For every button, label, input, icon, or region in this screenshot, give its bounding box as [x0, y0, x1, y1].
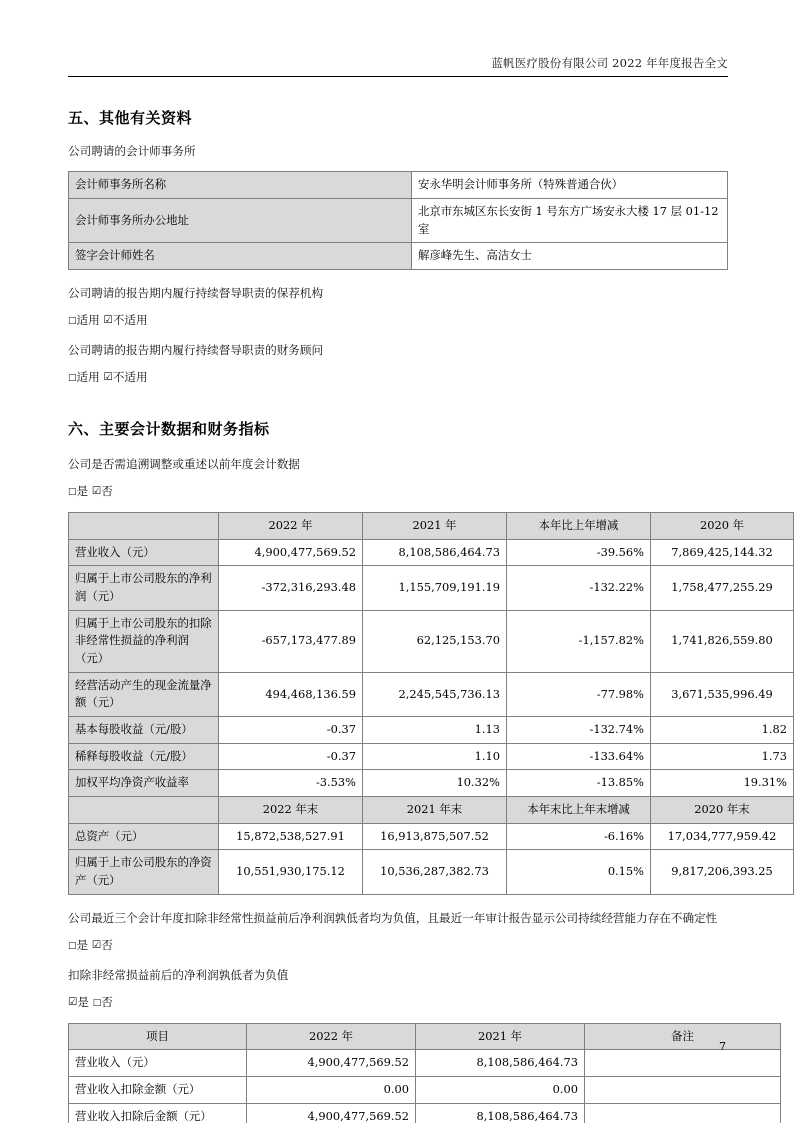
table-row	[69, 823, 794, 850]
ded-cell-revenue-2021: 8,108,586,464.73	[416, 1050, 585, 1077]
cell-diluted-eps-change: -133.64%	[507, 743, 651, 770]
checkbox-unchecked-icon[interactable]: □	[68, 940, 77, 951]
auditor-table	[68, 171, 728, 270]
ded-cell-deduction-note	[585, 1077, 781, 1104]
checkbox-unchecked-icon[interactable]: □	[92, 997, 102, 1008]
cell-operating-cashflow-2020: 3,671,535,996.49	[651, 672, 794, 716]
negative-profit-option-yes: 是	[76, 938, 89, 953]
cell-net-profit-change: -132.22%	[507, 566, 651, 610]
table-row	[69, 199, 728, 243]
restate-prompt: 公司是否需追溯调整或重述以前年度会计数据	[68, 457, 300, 472]
ded-cell-after-deduction-note	[585, 1103, 781, 1123]
table-row	[69, 610, 794, 672]
row-label-net-profit: 归属于上市公司股东的净利润（元）	[69, 566, 219, 610]
restate-option-no: 否	[101, 484, 113, 499]
header-rule	[68, 76, 728, 77]
cell-net-assets-2022: 10,551,930,175.12	[219, 850, 363, 894]
cell-basic-eps-change: -132.74%	[507, 717, 651, 744]
cell-diluted-eps-2022: -0.37	[219, 743, 363, 770]
ded-row-label-revenue: 营业收入（元）	[69, 1050, 247, 1077]
fin-yearend-header-2022: 2022 年末	[219, 797, 363, 824]
row-label-basic-eps: 基本每股收益（元/股）	[69, 717, 219, 744]
cell-total-assets-2020: 17,034,777,959.42	[651, 823, 794, 850]
table-row	[69, 717, 794, 744]
negative-profit-prompt: 公司最近三个会计年度扣除非经常性损益前后净利润孰低者均为负值，且最近一年审计报告显示公司持续经营能力存在不确定性	[68, 910, 718, 925]
main-financial-table	[68, 512, 794, 895]
cell-basic-eps-2022: -0.37	[219, 717, 363, 744]
deduct-choice	[68, 993, 728, 1013]
cell-net-profit-deducted-2021: 62,125,153.70	[363, 610, 507, 672]
fin-yearend-header-blank	[69, 797, 219, 824]
ded-header-2021: 2021 年	[416, 1023, 585, 1050]
cell-basic-eps-2021: 1.13	[363, 717, 507, 744]
row-label-roe: 加权平均净资产收益率	[69, 770, 219, 797]
auditor-intro: 公司聘请的会计师事务所	[68, 144, 196, 159]
ded-cell-revenue-note	[585, 1050, 781, 1077]
ded-header-item: 项目	[69, 1023, 247, 1050]
auditor-signers-value: 解彦峰先生、高洁女士	[412, 243, 728, 270]
cell-revenue-2021: 8,108,586,464.73	[363, 539, 507, 566]
fin-header-2021: 2021 年	[363, 513, 507, 540]
fin-header-change: 本年比上年增减	[507, 513, 651, 540]
cell-net-profit-deducted-2020: 1,741,826,559.80	[651, 610, 794, 672]
table-row	[69, 850, 794, 894]
cell-net-profit-2021: 1,155,709,191.19	[363, 566, 507, 610]
negative-profit-option-no: 否	[101, 938, 113, 953]
cell-net-profit-deducted-change: -1,157.82%	[507, 610, 651, 672]
ded-row-label-after-deduction: 营业收入扣除后金额（元）	[69, 1103, 247, 1123]
cell-roe-2021: 10.32%	[363, 770, 507, 797]
cell-net-profit-2020: 1,758,477,255.29	[651, 566, 794, 610]
auditor-name-label: 会计师事务所名称	[69, 172, 412, 199]
cell-roe-2022: -3.53%	[219, 770, 363, 797]
table-row	[69, 539, 794, 566]
table-row	[69, 770, 794, 797]
section-five-title: 五、其他有关资料	[68, 109, 193, 128]
table-row	[69, 672, 794, 716]
cell-revenue-change: -39.56%	[507, 539, 651, 566]
ded-row-label-deduction: 营业收入扣除金额（元）	[69, 1077, 247, 1104]
row-label-net-assets: 归属于上市公司股东的净资产（元）	[69, 850, 219, 894]
row-label-net-profit-deducted: 归属于上市公司股东的扣除非经常性损益的净利润（元）	[69, 610, 219, 672]
sponsor-option-applicable: 适用	[76, 313, 100, 328]
advisor-option-not-applicable: 不适用	[112, 370, 148, 385]
table-row	[69, 1077, 781, 1104]
deduct-prompt: 扣除非经常损益前后的净利润孰低者为负值	[68, 967, 289, 982]
advisor-option-applicable: 适用	[76, 370, 100, 385]
cell-net-profit-deducted-2022: -657,173,477.89	[219, 610, 363, 672]
checkbox-unchecked-icon[interactable]: □	[68, 372, 77, 383]
cell-net-assets-2020: 9,817,206,393.25	[651, 850, 794, 894]
row-label-operating-cashflow: 经营活动产生的现金流量净额（元）	[69, 672, 219, 716]
table-row	[69, 743, 794, 770]
ded-cell-revenue-2022: 4,900,477,569.52	[247, 1050, 416, 1077]
cell-basic-eps-2020: 1.82	[651, 717, 794, 744]
cell-operating-cashflow-2021: 2,245,545,736.13	[363, 672, 507, 716]
sponsor-prompt: 公司聘请的报告期内履行持续督导职责的保荐机构	[68, 286, 324, 301]
auditor-name-value: 安永华明会计师事务所（特殊普通合伙）	[412, 172, 728, 199]
checkbox-checked-icon[interactable]: ☑	[91, 485, 102, 498]
cell-revenue-2022: 4,900,477,569.52	[219, 539, 363, 566]
fin-yearend-header-2021: 2021 年末	[363, 797, 507, 824]
auditor-address-label: 会计师事务所办公地址	[69, 199, 412, 243]
table-row	[69, 172, 728, 199]
fin-header-blank	[69, 513, 219, 540]
checkbox-checked-icon[interactable]: ☑	[103, 371, 113, 384]
ded-cell-after-deduction-2022: 4,900,477,569.52	[247, 1103, 416, 1123]
row-label-revenue: 营业收入（元）	[69, 539, 219, 566]
sponsor-choice	[68, 311, 728, 331]
checkbox-unchecked-icon[interactable]: □	[68, 315, 77, 326]
cell-diluted-eps-2021: 1.10	[363, 743, 507, 770]
fin-header-2022: 2022 年	[219, 513, 363, 540]
restate-option-yes: 是	[76, 484, 89, 499]
cell-operating-cashflow-change: -77.98%	[507, 672, 651, 716]
ded-header-2022: 2022 年	[247, 1023, 416, 1050]
fin-yearend-header-change: 本年末比上年末增减	[507, 797, 651, 824]
restate-choice	[68, 482, 728, 502]
ded-header-note: 备注	[585, 1023, 781, 1050]
ded-cell-after-deduction-2021: 8,108,586,464.73	[416, 1103, 585, 1123]
cell-net-assets-change: 0.15%	[507, 850, 651, 894]
ded-cell-deduction-2022: 0.00	[247, 1077, 416, 1104]
cell-total-assets-change: -6.16%	[507, 823, 651, 850]
page-content	[68, 0, 787, 1123]
cell-roe-2020: 19.31%	[651, 770, 794, 797]
checkbox-checked-icon[interactable]: ☑	[103, 314, 113, 327]
deduct-option-no: 否	[101, 995, 113, 1010]
deduct-option-yes: 是	[77, 995, 90, 1010]
row-label-total-assets: 总资产（元）	[69, 823, 219, 850]
section-six-title: 六、主要会计数据和财务指标	[68, 420, 270, 439]
cell-net-profit-2022: -372,316,293.48	[219, 566, 363, 610]
cell-total-assets-2022: 15,872,538,527.91	[219, 823, 363, 850]
page-number: 7	[719, 1040, 726, 1053]
advisor-choice	[68, 368, 728, 388]
checkbox-unchecked-icon[interactable]: □	[68, 486, 77, 497]
table-row	[69, 243, 728, 270]
checkbox-checked-icon[interactable]: ☑	[68, 996, 78, 1009]
running-header: 蓝帆医疗股份有限公司 2022 年年度报告全文	[491, 56, 728, 70]
auditor-signers-label: 签字会计师姓名	[69, 243, 412, 270]
auditor-address-value: 北京市东城区东长安街 1 号东方广场安永大楼 17 层 01-12 室	[412, 199, 728, 243]
table-row	[69, 566, 794, 610]
fin-header-2020: 2020 年	[651, 513, 794, 540]
sponsor-option-not-applicable: 不适用	[112, 313, 148, 328]
row-label-diluted-eps: 稀释每股收益（元/股）	[69, 743, 219, 770]
cell-total-assets-2021: 16,913,875,507.52	[363, 823, 507, 850]
negative-profit-choice	[68, 936, 728, 956]
checkbox-checked-icon[interactable]: ☑	[91, 939, 102, 952]
fin-yearend-header-2020: 2020 年末	[651, 797, 794, 824]
table-row	[69, 1103, 781, 1123]
cell-net-assets-2021: 10,536,287,382.73	[363, 850, 507, 894]
table-header-row-yearend	[69, 797, 794, 824]
cell-roe-change: -13.85%	[507, 770, 651, 797]
table-row	[69, 1050, 781, 1077]
advisor-prompt: 公司聘请的报告期内履行持续督导职责的财务顾问	[68, 343, 324, 358]
cell-revenue-2020: 7,869,425,144.32	[651, 539, 794, 566]
cell-operating-cashflow-2022: 494,468,136.59	[219, 672, 363, 716]
table-header-row-annual	[69, 513, 794, 540]
revenue-deduction-table	[68, 1023, 781, 1123]
ded-cell-deduction-2021: 0.00	[416, 1077, 585, 1104]
cell-diluted-eps-2020: 1.73	[651, 743, 794, 770]
